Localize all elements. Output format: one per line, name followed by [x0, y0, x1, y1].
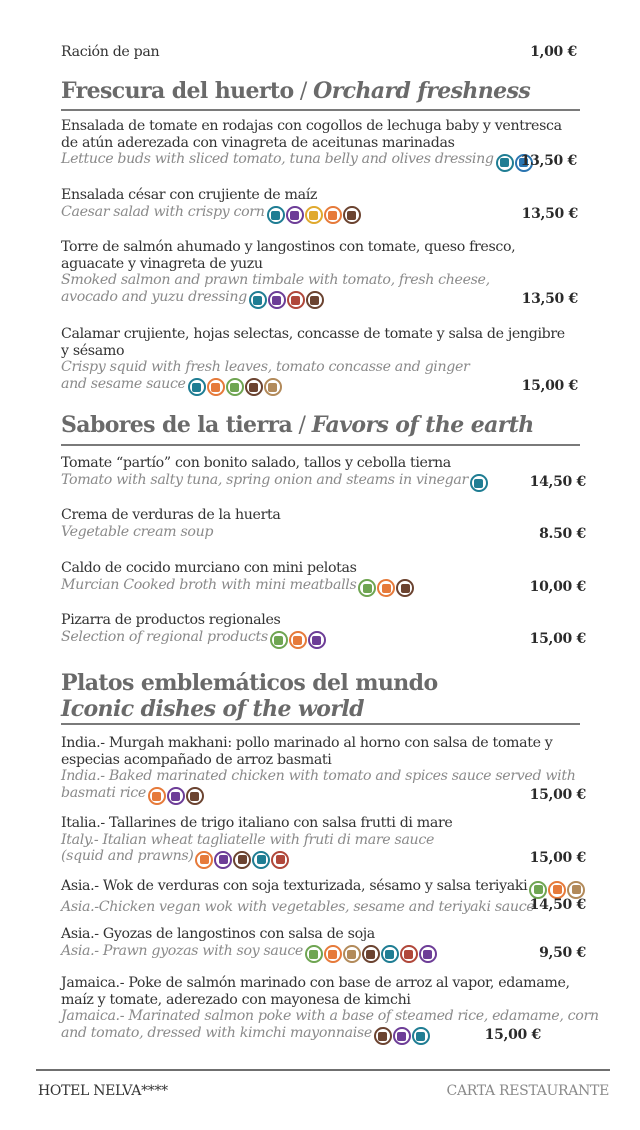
- section-title-en: Orchard freshness: [313, 78, 531, 104]
- item-name-en: Selection of regional products: [61, 629, 586, 650]
- egg-allergen-icon: [305, 206, 323, 224]
- section-title: [61, 412, 581, 439]
- fish-allergen-icon: [381, 945, 399, 963]
- menu-item: [61, 507, 586, 540]
- section-title-es: Sabores de la tierra: [61, 412, 293, 438]
- gluten-allergen-icon: [324, 206, 342, 224]
- item-price: 13,50 €: [521, 290, 578, 307]
- item-name-es: Torre de salmón ahumado y langostinos con tomate, queso fresco,: [61, 239, 516, 255]
- section-divider: [61, 723, 580, 725]
- item-name-en: Murcian Cooked broth with mini meatballs: [61, 577, 586, 598]
- item-price: 13,50 €: [520, 153, 577, 169]
- fish-allergen-icon: [496, 154, 514, 172]
- fish-allergen-icon: [249, 291, 267, 309]
- dairy-allergen-icon: [286, 206, 304, 224]
- item-name-en: Italy.- Italian wheat tagliatelle with fruti di mare sauce: [61, 831, 434, 848]
- menu-item: [61, 735, 586, 805]
- dairy-allergen-icon: [167, 787, 185, 805]
- fish-allergen-icon: [470, 474, 488, 492]
- soy-allergen-icon: [343, 206, 361, 224]
- section-title-es: Frescura del huerto: [61, 78, 294, 104]
- section-divider: [61, 109, 580, 111]
- item-price: 15,00 €: [529, 850, 586, 866]
- item-price: 10,00 €: [529, 578, 586, 595]
- item-name-en: Vegetable cream soup: [61, 523, 214, 540]
- soy-allergen-icon: [362, 945, 380, 963]
- item-name-en: and tomato, dressed with kimchi mayonnaise: [61, 1025, 586, 1046]
- soy-allergen-icon: [374, 1027, 392, 1045]
- item-price: 8.50 €: [539, 525, 586, 542]
- item-name-es: Caldo de cocido murciano con mini pelotas: [61, 560, 357, 576]
- item-name-en: avocado and yuzu dressing: [61, 289, 586, 310]
- item-name-es: Ensalada césar con crujiente de maíz: [61, 187, 318, 203]
- menu-item: [61, 560, 586, 597]
- footer-divider: [36, 1069, 610, 1071]
- item-name-es: Tomate “partío” con bonito salado, tallos y cebolla tierna: [61, 455, 451, 471]
- item-name: Ración de pan: [61, 44, 160, 60]
- section-title-en: Iconic dishes of the world: [61, 696, 364, 722]
- item-name-es: Crema de verduras de la huerta: [61, 507, 281, 523]
- item-name-en: Asia.-Chicken vegan wok with vegetables, sesame and teriyaki sauce: [61, 898, 535, 915]
- fish-allergen-icon: [188, 378, 206, 396]
- item-name-en: Caesar salad with crispy corn: [61, 204, 586, 225]
- allergen-icons: [305, 945, 437, 963]
- item-name-es: Ensalada de tomate en rodajas con cogollos de lechuga baby y ventresca: [61, 118, 562, 134]
- dairy-allergen-icon: [419, 945, 437, 963]
- allergen-icons: [249, 291, 324, 309]
- gluten-allergen-icon: [148, 787, 166, 805]
- item-name-es: Asia.- Wok de verduras con soja texturizada, sésamo y salsa teriyaki: [61, 878, 586, 899]
- soy-allergen-icon: [396, 579, 414, 597]
- gluten-allergen-icon: [377, 579, 395, 597]
- item-price: 13,50 €: [521, 205, 578, 222]
- allergen-icons: [188, 378, 282, 396]
- separator: /: [292, 413, 312, 438]
- menu-item: [61, 926, 586, 963]
- allergen-icons: [374, 1027, 430, 1045]
- gluten-allergen-icon: [195, 851, 213, 869]
- sesame-allergen-icon: [264, 378, 282, 396]
- menu-item: [61, 326, 586, 396]
- item-name-en: basmati rice: [61, 785, 586, 806]
- allergen-icons: [270, 631, 326, 649]
- item-price: 14,50 €: [529, 896, 586, 913]
- item-price: 15,00 €: [529, 786, 586, 803]
- soy-allergen-icon: [233, 851, 251, 869]
- section-title-es: Platos emblemáticos del mundo: [61, 670, 438, 696]
- item-name-es: Pizarra de productos regionales: [61, 612, 281, 628]
- celery-allergen-icon: [226, 378, 244, 396]
- item-name-es: aguacate y vinagreta de yuzu: [61, 255, 263, 272]
- soy-allergen-icon: [186, 787, 204, 805]
- item-name-en: Lettuce buds with sliced tomato, tuna belly and olives dressing: [61, 151, 586, 172]
- dairy-allergen-icon: [214, 851, 232, 869]
- item-name-es: especias acompañado de arroz basmati: [61, 751, 332, 768]
- allergen-icons: [195, 851, 289, 869]
- dairy-allergen-icon: [308, 631, 326, 649]
- allergen-icons: [358, 579, 414, 597]
- menu-item: [61, 455, 586, 492]
- gluten-allergen-icon: [289, 631, 307, 649]
- item-price: 14,50 €: [529, 473, 586, 490]
- section-title: [61, 78, 581, 105]
- item-name-en: and sesame sauce: [61, 376, 586, 397]
- item-name-en: Crispy squid with fresh leaves, tomato concasse and ginger: [61, 359, 470, 375]
- item-name-en: (squid and prawns): [61, 848, 586, 869]
- item-name-es: de atún aderezada con vinagreta de aceitunas marinadas: [61, 134, 455, 151]
- dairy-allergen-icon: [393, 1027, 411, 1045]
- item-name-es: Italia.- Tallarines de trigo italiano con salsa frutti di mare: [61, 815, 453, 831]
- celery-allergen-icon: [358, 579, 376, 597]
- item-name-es: India.- Murgah makhani: pollo marinado al horno con salsa de tomate y: [61, 735, 553, 751]
- gluten-allergen-icon: [324, 945, 342, 963]
- item-price: 15,00 €: [529, 630, 586, 647]
- fish-allergen-icon: [267, 206, 285, 224]
- menu-item: [61, 975, 599, 1045]
- gluten-allergen-icon: [207, 378, 225, 396]
- crustacean-allergen-icon: [271, 851, 289, 869]
- celery-allergen-icon: [305, 945, 323, 963]
- item-name-es: Asia.- Gyozas de langostinos con salsa de soja: [61, 926, 375, 942]
- item-name-es: y sésamo: [61, 342, 125, 359]
- item-name-en: Asia.- Prawn gyozas with soy sauce: [61, 943, 586, 964]
- item-name-es: Jamaica.- Poke de salmón marinado con base de arroz al vapor, edamame,: [61, 975, 570, 991]
- menu-item: [61, 612, 586, 649]
- item-name-en: Jamaica.- Marinated salmon poke with a base of steamed rice, edamame, corn: [61, 1008, 599, 1024]
- item-name-en: Smoked salmon and prawn timbale with tomato, fresh cheese,: [61, 272, 490, 288]
- menu-label: CARTA RESTAURANTE: [446, 1083, 609, 1099]
- section-title-en: Favors of the earth: [311, 412, 534, 438]
- item-price: 15,00 €: [521, 377, 578, 394]
- menu-item: [61, 118, 586, 172]
- menu-item-bread: [61, 44, 586, 61]
- menu-item: [61, 187, 586, 224]
- celery-allergen-icon: [270, 631, 288, 649]
- dairy-allergen-icon: [268, 291, 286, 309]
- item-price: 9,50 €: [539, 944, 586, 961]
- sesame-allergen-icon: [343, 945, 361, 963]
- allergen-icons: [470, 474, 488, 492]
- menu-item: [61, 878, 586, 915]
- menu-item: [61, 239, 586, 309]
- item-name-es: maíz y tomate, aderezado con mayonesa de kimchi: [61, 991, 411, 1008]
- item-name-en: Tomato with salty tuna, spring onion and steams in vinegar: [61, 472, 586, 493]
- crustacean-allergen-icon: [287, 291, 305, 309]
- soy-allergen-icon: [245, 378, 263, 396]
- item-name-es: Calamar crujiente, hojas selectas, concasse de tomate y salsa de jengibre: [61, 326, 565, 342]
- item-price: 1,00 €: [530, 44, 577, 60]
- section-divider: [61, 444, 580, 446]
- item-price: 15,00 €: [484, 1026, 541, 1043]
- menu-item: [61, 815, 586, 869]
- crustacean-allergen-icon: [400, 945, 418, 963]
- fish-allergen-icon: [412, 1027, 430, 1045]
- section-title: [61, 670, 581, 722]
- soy-allergen-icon: [306, 291, 324, 309]
- allergen-icons: [267, 206, 361, 224]
- allergen-icons: [148, 787, 204, 805]
- fish-allergen-icon: [252, 851, 270, 869]
- separator: /: [293, 79, 314, 104]
- item-name-en: India.- Baked marinated chicken with tomato and spices sauce served with: [61, 768, 576, 784]
- hotel-name: HOTEL NELVA****: [38, 1083, 168, 1099]
